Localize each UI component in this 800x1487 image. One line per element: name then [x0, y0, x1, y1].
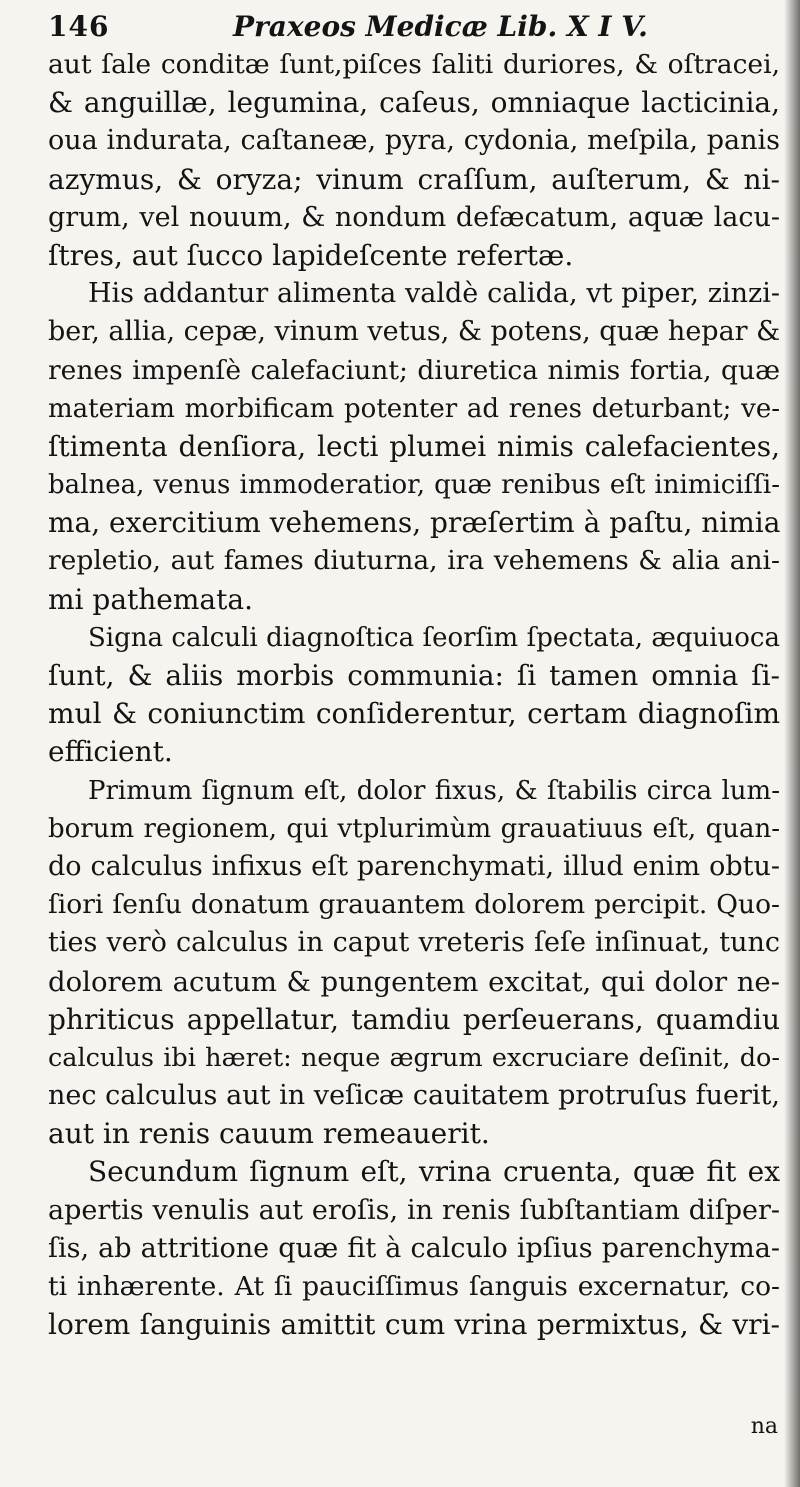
text-line: & anguillæ, legumina, caſeus, omniaque lacticinia,: [48, 86, 780, 120]
text-line: grum, vel nouum, & nondum defæcatum, aquæ lacu-: [48, 201, 780, 233]
text-line: ti inhærente. At ſi pauciſſimus ſanguis excernatur, co-: [48, 1271, 780, 1302]
running-title: Praxeos Medicæ Lib. X I V.: [233, 10, 648, 43]
text-line: balnea, venus immoderatior, quæ renibus eſt inimiciſſi-: [48, 470, 780, 501]
catchword: na: [750, 1414, 778, 1439]
text-line: lorem ſanguinis amittit cum vrina permixtus, & vri-: [48, 1308, 780, 1342]
text-line: oua indurata, caſtaneæ, pyra, cydonia, meſpila, panis: [48, 125, 780, 157]
text-line: phriticus appellatur, tamdiu perſeuerans, quamdiu: [48, 1002, 780, 1036]
text-line: ſis, ab attritione quæ fit à calculo ipſius parenchyma-: [48, 1232, 780, 1264]
text-line: apertis venulis aut eroſis, in renis ſubſtantiam diſper-: [48, 1194, 780, 1226]
text-line: azymus, & oryza; vinum craſſum, auſterum, & ni-: [48, 162, 780, 196]
text-line: do calculus infixus eſt parenchymati, illud enim obtu-: [48, 850, 780, 882]
text-line: ſtimenta denſiora, lecti plumei nimis calefacientes,: [48, 429, 780, 463]
body-text: [48, 46, 780, 1344]
text-line: Secundum ſignum eſt, vrina cruenta, quæ fit ex: [88, 1155, 780, 1189]
text-line: calculus ibi hæret: neque ægrum excruciare deſinit, do-: [48, 1042, 780, 1073]
text-line: dolorem acutum & pungentem excitat, qui dolor ne-: [48, 965, 780, 998]
text-line: aut ſale conditæ ſunt,piſces ſaliti duriores, & oſtracei,: [48, 49, 780, 80]
text-line: nec calculus aut in veſicæ cauitatem protruſus fuerit,: [48, 1080, 780, 1112]
text-line: Signa calculi diagnoſtica ſeorſim ſpectata, æquiuoca: [88, 622, 780, 653]
text-line: ma, exercitium vehemens, præſertim à paſtu, nimia: [48, 506, 781, 540]
text-line: ber, allia, cepæ, vinum vetus, & potens, quæ hepar &: [48, 316, 781, 348]
text-line: His addantur alimenta valdè calida, vt piper, zinzi-: [88, 278, 780, 310]
text-line: mi pathemata.: [48, 582, 253, 616]
text-line: ſiori ſenſu donatum grauantem dolorem percipit. Quo-: [48, 889, 780, 921]
text-line: ſunt, & aliis morbis communia: ſi tamen omnia ſi-: [48, 659, 780, 692]
text-line: ties verò calculus in caput vreteris ſeſe inſinuat, tunc: [48, 927, 780, 959]
text-line: repletio, aut fames diuturna, ira vehemens & alia ani-: [48, 545, 780, 577]
text-line: materiam morbificam potenter ad renes deturbant; ve-: [48, 393, 780, 424]
text-line: aut in renis cauum remeauerit.: [48, 1117, 490, 1151]
page-number: 146: [48, 10, 110, 43]
text-line: ſtres, aut ſucco lapideſcente refertæ.: [48, 238, 574, 272]
text-line: Primum ſignum eſt, dolor fixus, & ſtabilis circa lum-: [88, 775, 780, 806]
text-line: efficient.: [48, 735, 173, 769]
running-head: [48, 10, 748, 50]
text-line: renes impenſè calefaciunt; diuretica nimis fortia, quæ: [48, 354, 780, 386]
page-edge-shadow: [784, 0, 800, 1487]
text-line: mul & coniunctim conſiderentur, certam diagnoſim: [48, 697, 780, 731]
text-line: borum regionem, qui vtplurimùm grauatiuus eſt, quan-: [48, 813, 780, 844]
